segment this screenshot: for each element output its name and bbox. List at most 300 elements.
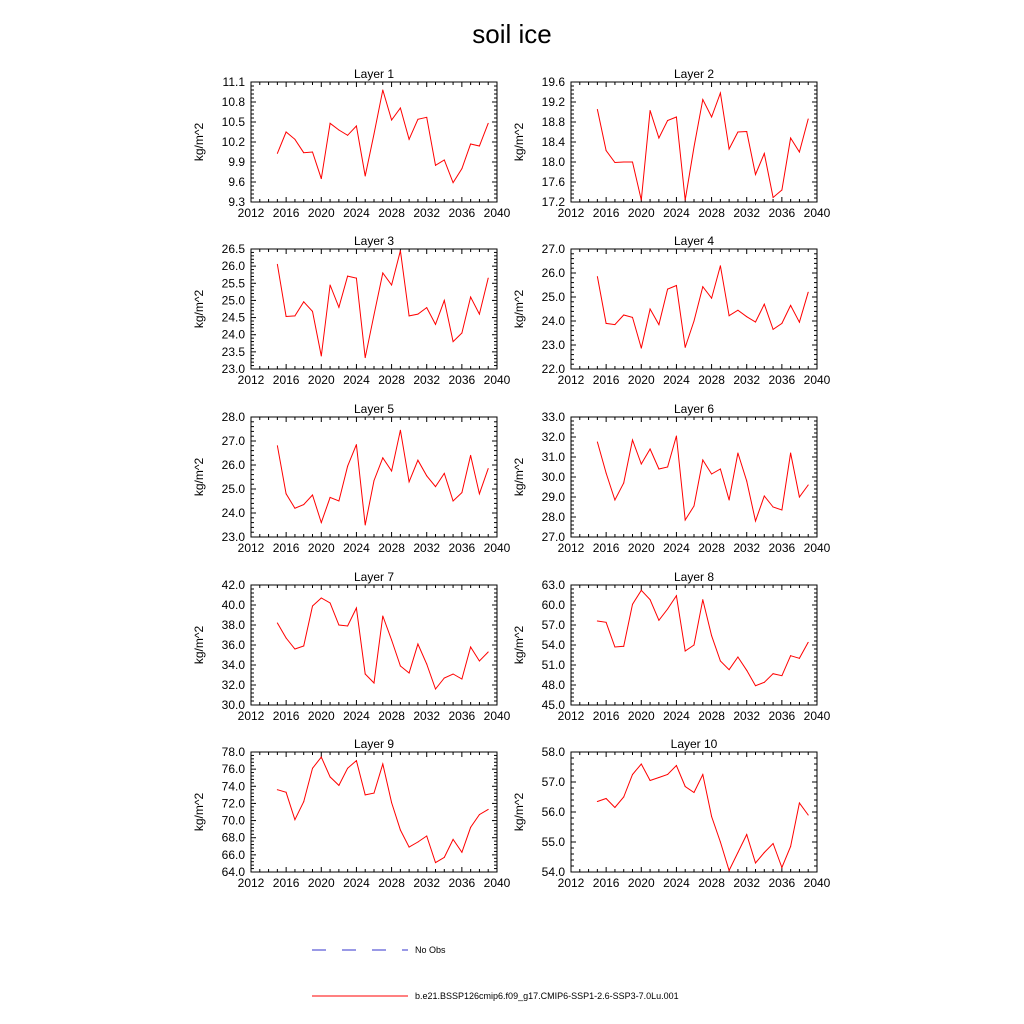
series-line-layer-3	[277, 251, 488, 358]
y-axis-label: kg/m^2	[512, 289, 526, 329]
data-point	[667, 120, 668, 121]
data-point	[338, 130, 339, 131]
data-point	[799, 658, 800, 659]
data-point	[808, 292, 809, 293]
x-tick-label: 2024	[663, 876, 690, 890]
x-tick-label: 2020	[627, 709, 655, 723]
x-tick-label: 2028	[378, 541, 405, 555]
data-point	[356, 278, 357, 279]
data-point	[294, 819, 295, 820]
x-tick-label: 2028	[698, 541, 725, 555]
data-point	[632, 317, 633, 318]
data-point	[667, 467, 668, 468]
x-tick-label: 2036	[448, 709, 476, 723]
series-line-layer-6	[597, 436, 808, 521]
y-tick-label: 22.0	[541, 362, 565, 376]
y-tick-label: 34.0	[221, 658, 245, 672]
x-tick-label: 2016	[272, 206, 300, 220]
data-point	[461, 333, 462, 334]
x-tick-label: 2020	[307, 709, 335, 723]
data-point	[641, 348, 642, 349]
data-point	[303, 301, 304, 302]
x-tick-label: 2040	[483, 541, 511, 555]
data-point	[702, 460, 703, 461]
data-point	[470, 144, 471, 145]
data-point	[729, 500, 730, 501]
y-tick-label: 10.5	[221, 115, 245, 129]
x-tick-label: 2036	[768, 373, 796, 387]
data-point	[702, 286, 703, 287]
y-tick-label: 42.0	[221, 578, 245, 592]
y-tick-label: 57.0	[541, 618, 565, 632]
data-point	[650, 599, 651, 600]
series-line-layer-10	[597, 764, 808, 871]
x-tick-label: 2024	[343, 541, 370, 555]
panel-title: Layer 3	[353, 234, 395, 248]
data-point	[694, 321, 695, 322]
data-point	[808, 485, 809, 486]
data-point	[755, 174, 756, 175]
series-line-layer-4	[597, 266, 808, 348]
y-tick-label: 24.0	[221, 327, 245, 342]
data-point	[356, 444, 357, 445]
data-point	[623, 162, 624, 163]
data-point	[694, 792, 695, 793]
data-point	[286, 638, 287, 639]
data-point	[799, 497, 800, 498]
plot-frame	[571, 82, 817, 202]
data-point	[597, 801, 598, 802]
data-point	[667, 774, 668, 775]
y-tick-label: 23.0	[221, 530, 245, 544]
data-point	[312, 606, 313, 607]
data-point	[702, 774, 703, 775]
data-point	[488, 809, 489, 810]
data-point	[365, 794, 366, 795]
panel-title: Layer 9	[353, 737, 395, 751]
data-point	[623, 797, 624, 798]
data-point	[321, 355, 322, 356]
y-tick-label: 36.0	[221, 638, 245, 652]
data-point	[764, 852, 765, 853]
data-point	[597, 442, 598, 443]
x-tick-label: 2028	[378, 709, 405, 723]
x-tick-label: 2020	[307, 876, 335, 890]
data-point	[808, 119, 809, 120]
panel-title: Layer 10	[670, 737, 718, 751]
y-tick-label: 26.0	[541, 266, 565, 280]
data-point	[658, 620, 659, 621]
y-tick-label: 55.0	[541, 835, 565, 849]
data-point	[294, 315, 295, 316]
data-point	[461, 679, 462, 680]
y-tick-label: 23.5	[221, 344, 245, 359]
series-line-layer-9	[277, 757, 488, 863]
data-point	[347, 276, 348, 277]
data-point	[426, 117, 427, 118]
data-point	[641, 764, 642, 765]
data-point	[409, 139, 410, 140]
data-point	[400, 666, 401, 667]
data-point	[773, 197, 774, 198]
x-tick-label: 2036	[448, 206, 476, 220]
y-tick-label: 25.5	[221, 276, 245, 291]
x-tick-label: 2036	[768, 876, 796, 890]
x-tick-label: 2024	[343, 206, 370, 220]
data-point	[808, 815, 809, 816]
y-axis-label: kg/m^2	[512, 457, 526, 497]
y-tick-label: 10.8	[221, 95, 245, 109]
data-point	[667, 289, 668, 290]
data-point	[746, 131, 747, 132]
x-tick-label: 2016	[592, 876, 620, 890]
data-point	[737, 852, 738, 853]
data-point	[435, 486, 436, 487]
y-tick-label: 19.6	[541, 75, 565, 89]
data-point	[461, 168, 462, 169]
data-point	[321, 598, 322, 599]
y-tick-label: 57.0	[541, 775, 565, 789]
y-tick-label: 19.2	[541, 95, 565, 109]
chart-panel-layer-3	[192, 234, 511, 387]
y-tick-label: 76.0	[221, 762, 245, 777]
data-point	[356, 126, 357, 127]
data-point	[658, 777, 659, 778]
data-point	[676, 436, 677, 437]
data-point	[391, 285, 392, 286]
x-tick-label: 2032	[733, 206, 761, 220]
x-tick-label: 2040	[803, 876, 831, 890]
x-tick-label: 2012	[237, 541, 265, 555]
chart-panel-layer-8	[512, 570, 831, 723]
data-point	[417, 842, 418, 843]
data-point	[623, 646, 624, 647]
data-point	[444, 473, 445, 474]
data-point	[632, 440, 633, 441]
data-point	[614, 324, 615, 325]
y-axis-label: kg/m^2	[512, 122, 526, 162]
x-tick-label: 2040	[483, 876, 511, 890]
data-point	[781, 190, 782, 191]
data-point	[426, 664, 427, 665]
data-point	[632, 774, 633, 775]
data-point	[667, 609, 668, 610]
data-point	[755, 321, 756, 322]
x-tick-label: 2012	[237, 876, 265, 890]
data-point	[781, 510, 782, 511]
y-tick-label: 30.0	[221, 698, 245, 712]
data-point	[374, 134, 375, 135]
y-tick-label: 54.0	[541, 865, 565, 879]
data-point	[641, 200, 642, 201]
data-point	[453, 182, 454, 183]
data-point	[400, 108, 401, 109]
x-tick-label: 2020	[627, 206, 655, 220]
x-tick-label: 2040	[803, 373, 831, 387]
data-point	[799, 322, 800, 323]
data-point	[790, 305, 791, 306]
data-point	[685, 520, 686, 521]
y-tick-label: 31.0	[541, 450, 565, 464]
data-point	[702, 599, 703, 600]
data-point	[338, 501, 339, 502]
data-point	[479, 146, 480, 147]
data-point	[303, 504, 304, 505]
data-point	[755, 685, 756, 686]
chart-panels	[192, 67, 831, 890]
data-point	[650, 110, 651, 111]
plot-frame	[251, 585, 497, 705]
data-point	[391, 471, 392, 472]
data-point	[606, 798, 607, 799]
plot-frame	[571, 752, 817, 872]
data-point	[685, 786, 686, 787]
y-tick-label: 54.0	[541, 638, 565, 652]
data-point	[606, 323, 607, 324]
data-point	[808, 642, 809, 643]
x-tick-label: 2016	[272, 373, 300, 387]
data-point	[790, 138, 791, 139]
data-point	[417, 314, 418, 315]
data-point	[294, 508, 295, 509]
data-point	[470, 827, 471, 828]
data-point	[461, 492, 462, 493]
y-tick-label: 56.0	[541, 805, 565, 819]
data-point	[711, 117, 712, 118]
data-point	[417, 119, 418, 120]
data-point	[382, 764, 383, 765]
legend-model-label: b.e21.BSSP126cmip6.f09_g17.CMIP6-SSP1-2.6-SSP3-7.0Lu.001	[415, 991, 679, 1001]
panel-title: Layer 1	[353, 67, 395, 81]
y-tick-label: 74.0	[221, 779, 245, 794]
y-tick-label: 18.0	[541, 155, 565, 169]
data-point	[623, 315, 624, 316]
data-point	[614, 647, 615, 648]
y-tick-label: 27.0	[541, 242, 565, 256]
data-point	[597, 109, 598, 110]
data-point	[277, 153, 278, 154]
x-tick-label: 2024	[663, 373, 690, 387]
y-tick-label: 63.0	[541, 578, 565, 592]
x-tick-label: 2016	[592, 206, 620, 220]
y-tick-label: 23.0	[221, 362, 245, 376]
data-point	[746, 670, 747, 671]
data-point	[286, 132, 287, 133]
y-axis-label: kg/m^2	[192, 457, 206, 497]
data-point	[764, 153, 765, 154]
data-point	[737, 132, 738, 133]
y-tick-label: 40.0	[221, 598, 245, 612]
data-point	[435, 165, 436, 166]
data-point	[746, 834, 747, 835]
data-point	[488, 123, 489, 124]
x-tick-label: 2036	[768, 541, 796, 555]
data-point	[321, 522, 322, 523]
data-point	[444, 160, 445, 161]
data-point	[650, 449, 651, 450]
x-tick-label: 2032	[413, 876, 441, 890]
x-tick-label: 2012	[557, 206, 585, 220]
y-tick-label: 29.0	[541, 490, 565, 504]
data-point	[330, 776, 331, 777]
y-tick-label: 30.0	[541, 470, 565, 484]
y-tick-label: 45.0	[541, 698, 565, 712]
data-point	[417, 644, 418, 645]
y-axis-label: kg/m^2	[512, 625, 526, 665]
data-point	[488, 468, 489, 469]
data-point	[330, 123, 331, 124]
panel-title: Layer 8	[673, 570, 715, 584]
data-point	[764, 682, 765, 683]
data-point	[426, 307, 427, 308]
data-point	[773, 507, 774, 508]
data-point	[321, 178, 322, 179]
y-tick-label: 23.0	[541, 338, 565, 352]
data-point	[694, 506, 695, 507]
data-point	[400, 430, 401, 431]
data-point	[488, 652, 489, 653]
data-point	[606, 150, 607, 151]
x-tick-label: 2024	[663, 709, 690, 723]
data-point	[650, 309, 651, 310]
x-tick-label: 2032	[413, 541, 441, 555]
x-tick-label: 2028	[698, 373, 725, 387]
data-point	[347, 626, 348, 627]
data-point	[347, 768, 348, 769]
y-tick-label: 51.0	[541, 658, 565, 672]
data-point	[597, 621, 598, 622]
x-tick-label: 2036	[448, 373, 476, 387]
x-tick-label: 2016	[272, 709, 300, 723]
data-point	[597, 276, 598, 277]
series-line-layer-5	[277, 430, 488, 525]
x-tick-label: 2016	[592, 709, 620, 723]
data-point	[658, 324, 659, 325]
data-point	[338, 625, 339, 626]
y-tick-label: 32.0	[541, 430, 565, 444]
data-point	[312, 495, 313, 496]
x-tick-label: 2016	[592, 373, 620, 387]
data-point	[330, 497, 331, 498]
x-tick-label: 2020	[307, 373, 335, 387]
data-point	[702, 99, 703, 100]
y-tick-label: 18.4	[541, 135, 565, 149]
y-axis-label: kg/m^2	[192, 122, 206, 162]
y-tick-label: 70.0	[221, 813, 245, 828]
panel-title: Layer 6	[673, 402, 715, 416]
chart-panel-layer-10	[512, 737, 831, 890]
data-point	[286, 792, 287, 793]
data-point	[720, 93, 721, 94]
data-point	[676, 117, 677, 118]
data-point	[676, 595, 677, 596]
data-point	[453, 341, 454, 342]
y-tick-label: 18.8	[541, 115, 565, 129]
chart-panel-layer-7	[192, 570, 511, 723]
data-point	[729, 669, 730, 670]
x-tick-label: 2036	[768, 709, 796, 723]
data-point	[676, 765, 677, 766]
x-tick-label: 2028	[378, 206, 405, 220]
data-point	[685, 200, 686, 201]
x-tick-label: 2012	[557, 709, 585, 723]
y-tick-label: 72.0	[221, 796, 245, 811]
data-point	[365, 525, 366, 526]
x-tick-label: 2036	[448, 876, 476, 890]
data-point	[790, 846, 791, 847]
data-point	[453, 839, 454, 840]
data-point	[303, 152, 304, 153]
data-point	[606, 622, 607, 623]
x-tick-label: 2020	[627, 373, 655, 387]
chart-panel-layer-9	[192, 737, 511, 890]
x-tick-label: 2024	[663, 206, 690, 220]
data-point	[400, 250, 401, 251]
y-tick-label: 25.0	[221, 293, 245, 308]
data-point	[614, 162, 615, 163]
data-point	[409, 673, 410, 674]
y-tick-label: 24.0	[541, 314, 565, 328]
data-point	[435, 324, 436, 325]
panel-title: Layer 5	[353, 402, 395, 416]
data-point	[303, 801, 304, 802]
legend-obs-label: No Obs	[415, 945, 446, 955]
x-tick-label: 2024	[343, 876, 370, 890]
data-point	[374, 683, 375, 684]
data-point	[365, 357, 366, 358]
data-point	[479, 314, 480, 315]
data-point	[435, 862, 436, 863]
y-tick-label: 60.0	[541, 598, 565, 612]
data-point	[658, 138, 659, 139]
x-tick-label: 2016	[272, 541, 300, 555]
data-point	[426, 475, 427, 476]
y-tick-label: 24.5	[221, 310, 245, 325]
plot-frame	[571, 249, 817, 369]
x-tick-label: 2016	[272, 876, 300, 890]
data-point	[676, 285, 677, 286]
y-tick-label: 58.0	[541, 745, 565, 759]
data-point	[303, 646, 304, 647]
data-point	[685, 651, 686, 652]
y-tick-label: 66.0	[221, 847, 245, 862]
data-point	[470, 455, 471, 456]
data-point	[755, 863, 756, 864]
data-point	[444, 300, 445, 301]
y-tick-label: 24.0	[221, 506, 245, 520]
data-point	[755, 521, 756, 522]
data-point	[650, 780, 651, 781]
y-tick-label: 9.9	[228, 155, 245, 169]
data-point	[409, 847, 410, 848]
legend	[312, 945, 679, 1001]
data-point	[720, 265, 721, 266]
y-tick-label: 9.3	[228, 195, 245, 209]
x-tick-label: 2020	[627, 541, 655, 555]
panel-title: Layer 7	[353, 570, 395, 584]
data-point	[338, 307, 339, 308]
x-tick-label: 2012	[237, 373, 265, 387]
y-tick-label: 26.0	[221, 458, 245, 472]
x-tick-label: 2012	[237, 206, 265, 220]
data-point	[711, 635, 712, 636]
x-tick-label: 2024	[663, 541, 690, 555]
data-point	[444, 857, 445, 858]
data-point	[764, 496, 765, 497]
data-point	[277, 264, 278, 265]
y-axis-label: kg/m^2	[512, 792, 526, 832]
plot-frame	[251, 752, 497, 872]
